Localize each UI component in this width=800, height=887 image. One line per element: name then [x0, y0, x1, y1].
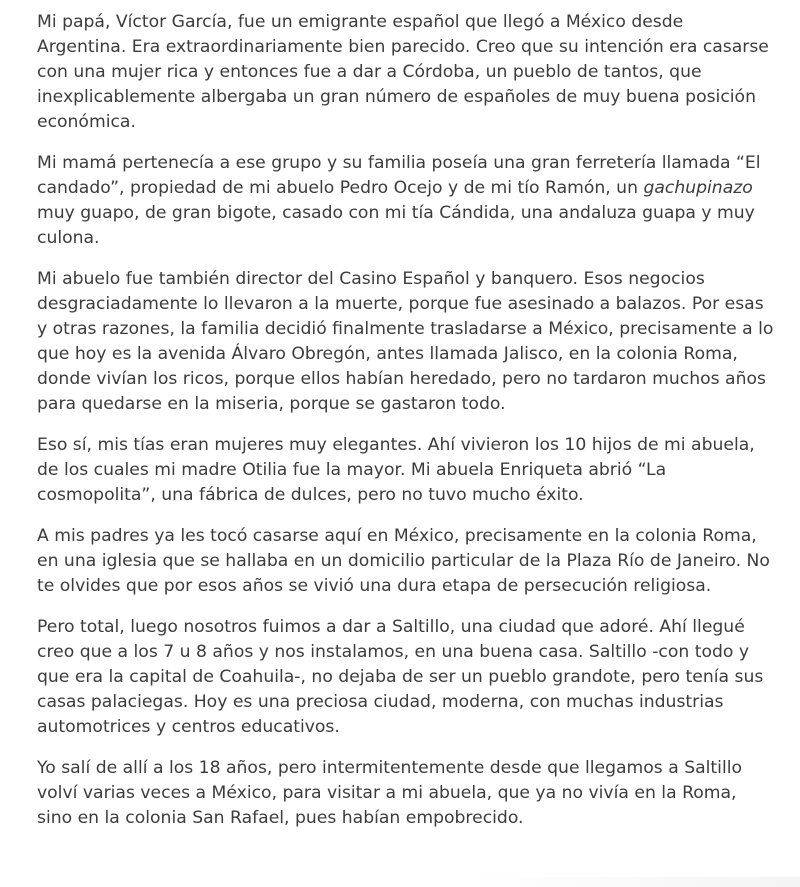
paragraph-2	[37, 151, 777, 251]
paragraph-7: Yo salí de allí a los 18 años, pero intermitentemente desde que llegamos a Saltillo volví varias veces a México, para visitar a mi abuela, que ya no vivía en la Roma, sino en la colonia San Rafael, pues habían empobrecido.	[37, 758, 743, 828]
paragraph-2-emphasis: gachupinazo	[643, 178, 753, 198]
paragraph-5: A mis padres ya les tocó casarse aquí en México, precisamente en la colonia Roma, en una iglesia que se hallaba en un domicilio particular de la Plaza Río de Janeiro. No te olvides que por esos años se vivió una dura etapa de persecución religiosa.	[37, 526, 770, 596]
bottom-fade-overlay	[470, 877, 800, 887]
paragraph-6: Pero total, luego nosotros fuimos a dar a Saltillo, una ciudad que adoré. Ahí llegué creo que a los 7 u 8 años y nos instalamos, en una buena casa. Saltillo -con todo y que era la capital de Coahuila-, no dejaba de ser un pueblo grandote, pero tenía sus casas palaciegas. Hoy es una preciosa ciudad, moderna, con muchas industrias automotrices y centros educativos.	[37, 617, 764, 737]
paragraph-1: Mi papá, Víctor García, fue un emigrante español que llegó a México desde Argentina. Era extraordinariamente bien parecido. Creo que su intención era casarse con una mujer rica y entonces fue a dar a Córdoba, un pueblo de tantos, que inexplicablemente albergaba un gran número de españoles de muy buena posición económica.	[37, 12, 769, 132]
article-body	[37, 10, 777, 847]
paragraph-2-text-end: muy guapo, de gran bigote, casado con mi tía Cándida, una andaluza guapa y muy culona.	[37, 203, 755, 248]
paragraph-4: Eso sí, mis tías eran mujeres muy elegantes. Ahí vivieron los 10 hijos de mi abuela, de los cuales mi madre Otilia fue la mayor. Mi abuela Enriqueta abrió “La cosmopolita”, una fábrica de dulces, pero no tuvo mucho éxito.	[37, 435, 755, 505]
paragraph-2-text-start: Mi mamá pertenecía a ese grupo y su familia poseía una gran ferretería llamada “El candado”, propiedad de mi abuelo Pedro Ocejo y de mi tío Ramón, un	[37, 153, 761, 198]
paragraph-3: Mi abuelo fue también director del Casino Español y banquero. Esos negocios desgraciadamente lo llevaron a la muerte, porque fue asesinado a balazos. Por esas y otras razones, la familia decidió finalmente trasladarse a México, precisamente a lo que hoy es la avenida Álvaro Obregón, antes llamada Jalisco, en la colonia Roma, donde vivían los ricos, porque ellos habían heredado, pero no tardaron muchos años para quedarse en la miseria, porque se gastaron todo.	[37, 269, 774, 414]
